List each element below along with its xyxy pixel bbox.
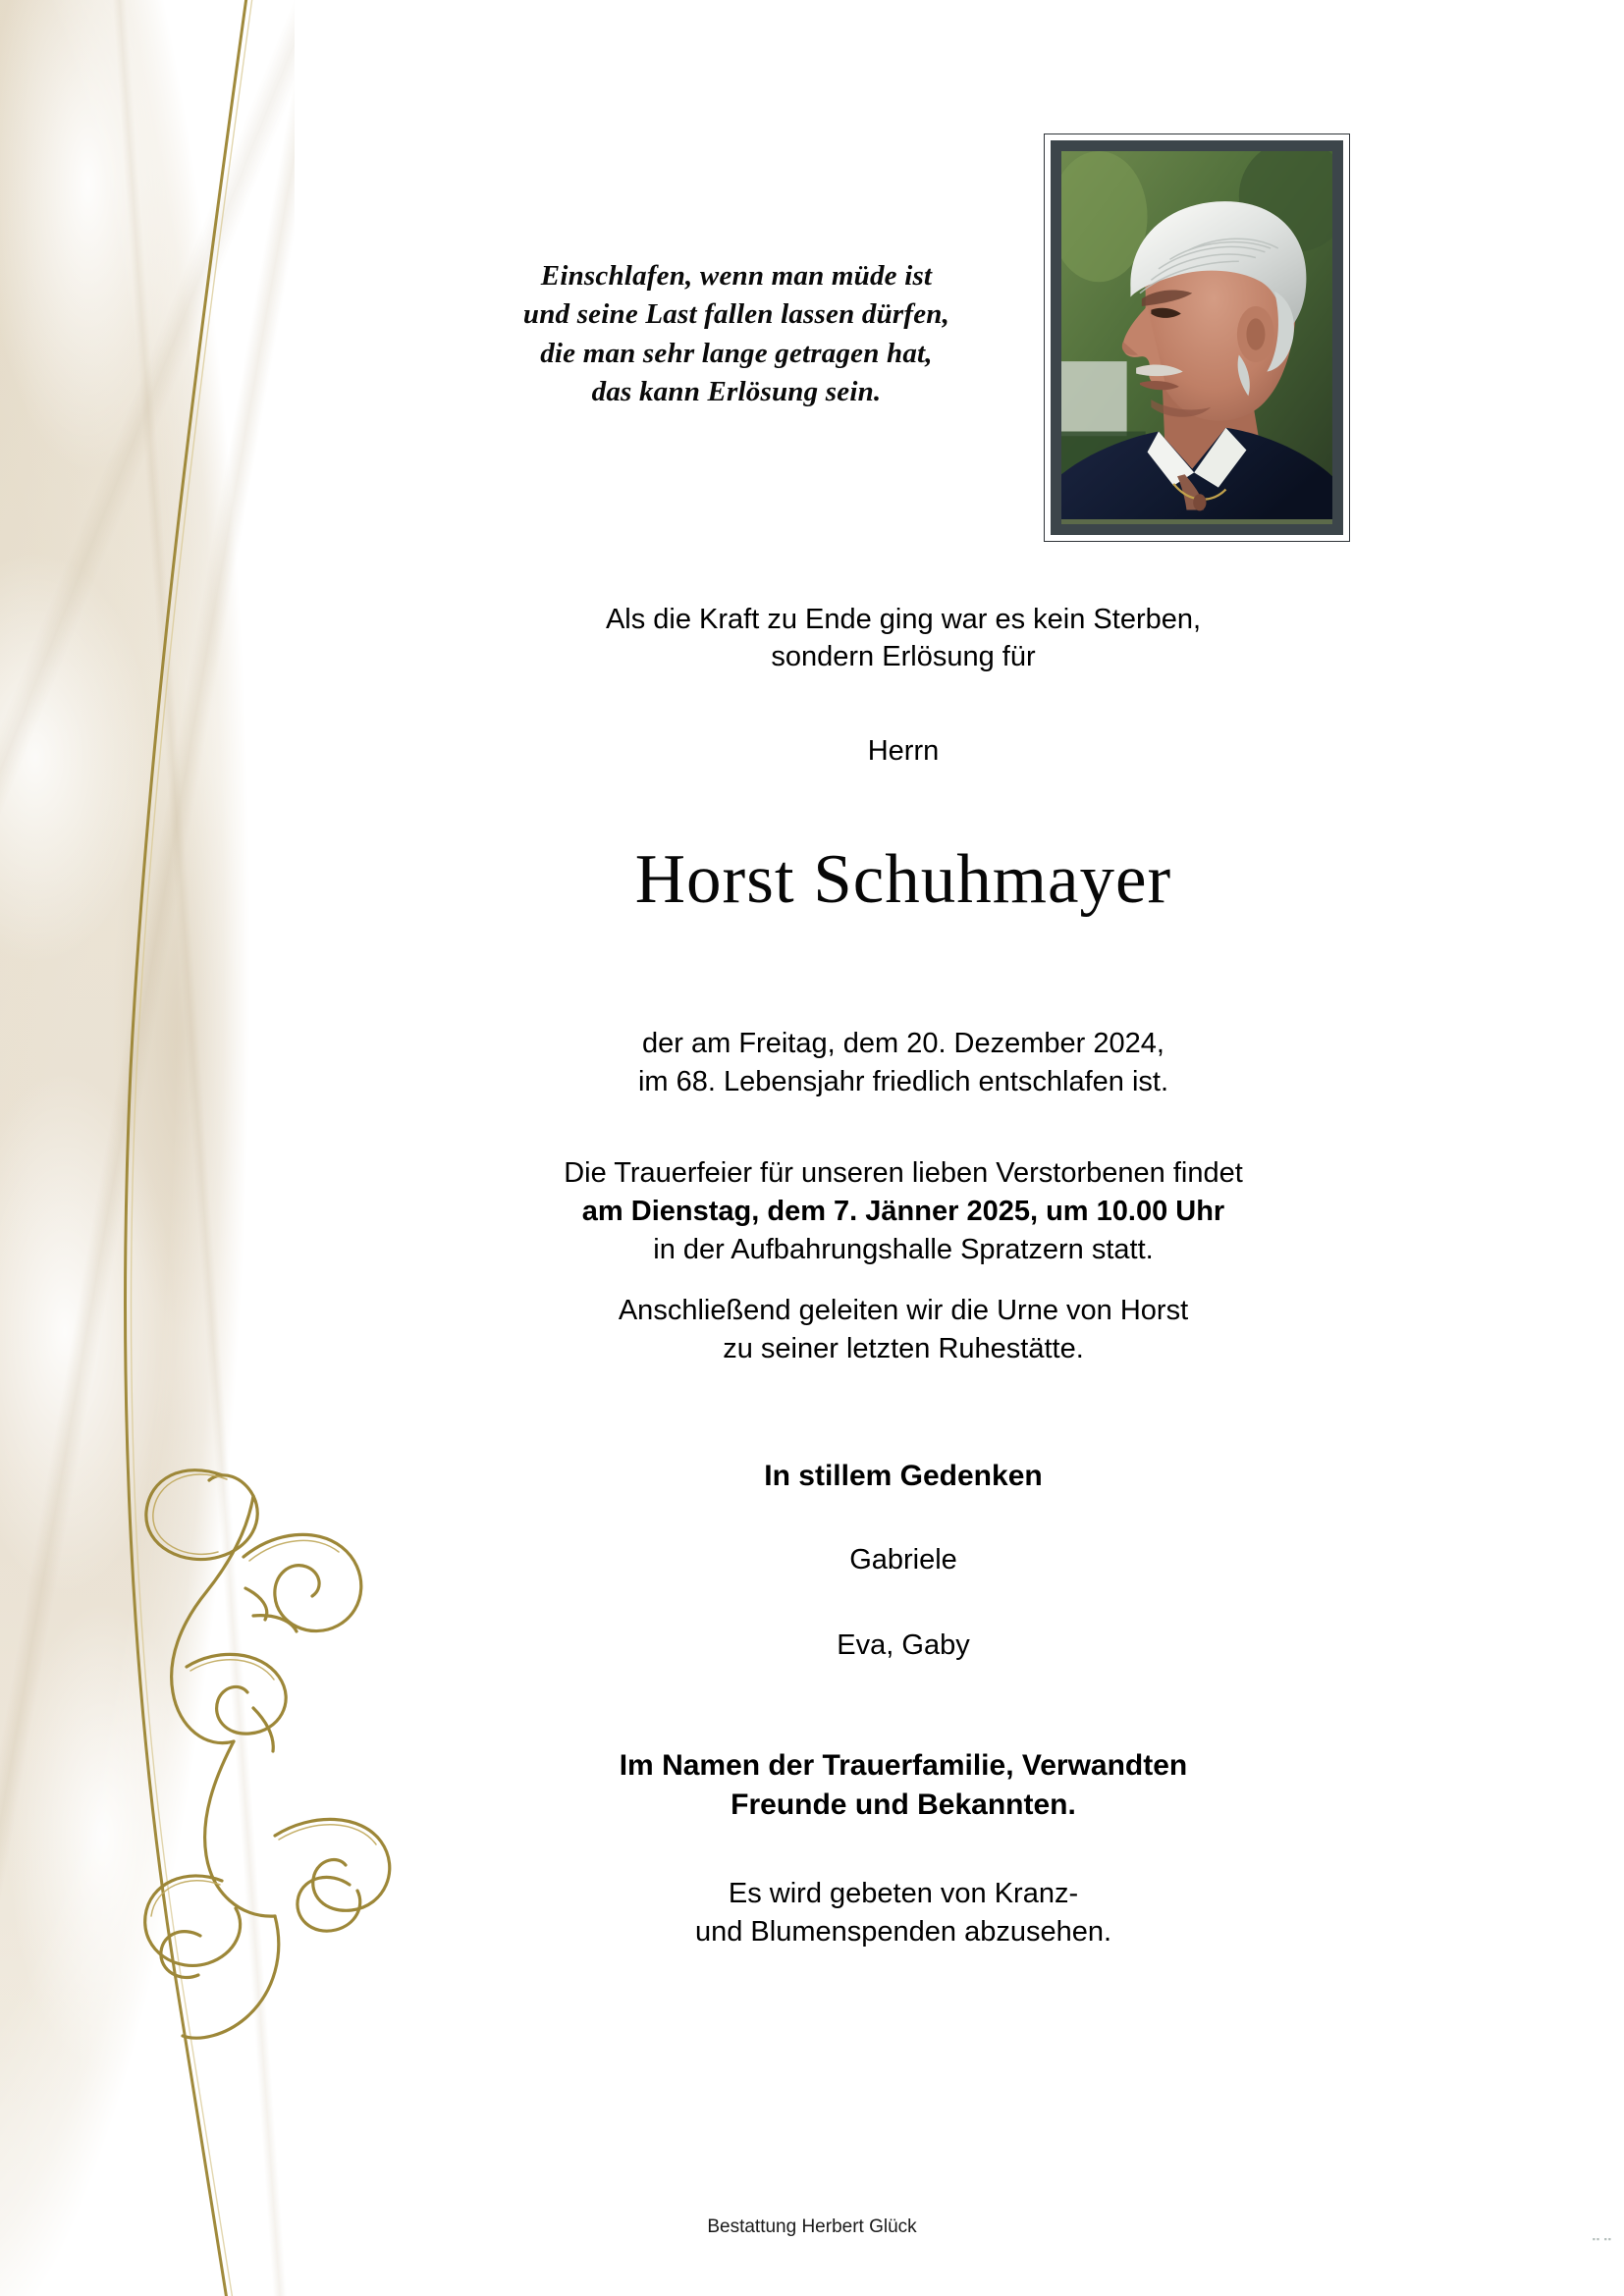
death-info (373, 1025, 1434, 1101)
verse-line-4: das kann Erlösung sein. (591, 376, 882, 408)
flower-request (373, 1875, 1434, 1951)
urn-procession-text (373, 1292, 1434, 1368)
flower-line-1: Es wird gebeten von Kranz- (728, 1878, 1079, 1909)
remembrance-heading: In stillem Gedenken (764, 1460, 1043, 1492)
urn-line-2: zu seiner letzten Ruhestätte. (723, 1332, 1084, 1364)
intro-line-1: Als die Kraft zu Ende ging war es kein Sterben, (605, 604, 1202, 635)
ceremony-details (373, 1154, 1434, 1269)
corner-watermark: ▪▪ ▪▪ (1592, 2234, 1612, 2244)
intro-line-2: sondern Erlösung für (771, 641, 1036, 673)
family-statement (373, 1746, 1434, 1825)
death-info-line-2: im 68. Lebensjahr friedlich entschlafen ist. (637, 1065, 1168, 1097)
mourner-primary: Gabriele (849, 1544, 957, 1575)
death-info-line-1: der am Freitag, dem 20. Dezember 2024, (642, 1028, 1164, 1059)
urn-line-1: Anschließend geleiten wir die Urne von Horst (618, 1295, 1189, 1326)
marble-veins (0, 0, 295, 2296)
deceased-name: Horst Schuhmayer (634, 841, 1172, 918)
verse-line-2: und seine Last fallen lassen dürfen, (522, 298, 950, 331)
ceremony-datetime: am Dienstag, dem 7. Jänner 2025, um 10.00 Uhr (581, 1195, 1225, 1227)
memorial-verse (481, 257, 992, 412)
marble-paper-panel (0, 0, 295, 2296)
flower-line-2: und Blumenspenden abzusehen. (694, 1915, 1112, 1948)
funeral-home-footer: Bestattung Herbert Glück (707, 2216, 917, 2237)
verse-line-3: die man sehr lange getragen hat, (540, 337, 933, 369)
family-line-1: Im Namen der Trauerfamilie, Verwandten (619, 1749, 1188, 1782)
family-line-2: Freunde und Bekannten. (731, 1789, 1076, 1822)
intro-text (373, 601, 1434, 676)
mourner-secondary: Eva, Gaby (837, 1629, 970, 1661)
ceremony-location: in der Aufbahrungshalle Spratzern statt. (653, 1233, 1154, 1265)
verse-line-1: Einschlafen, wenn man müde ist (540, 260, 933, 292)
card-text-content (373, 0, 1434, 2296)
ceremony-line-1: Die Trauerfeier für unseren lieben Verstorbenen findet (564, 1157, 1243, 1189)
salutation: Herrn (867, 735, 940, 767)
